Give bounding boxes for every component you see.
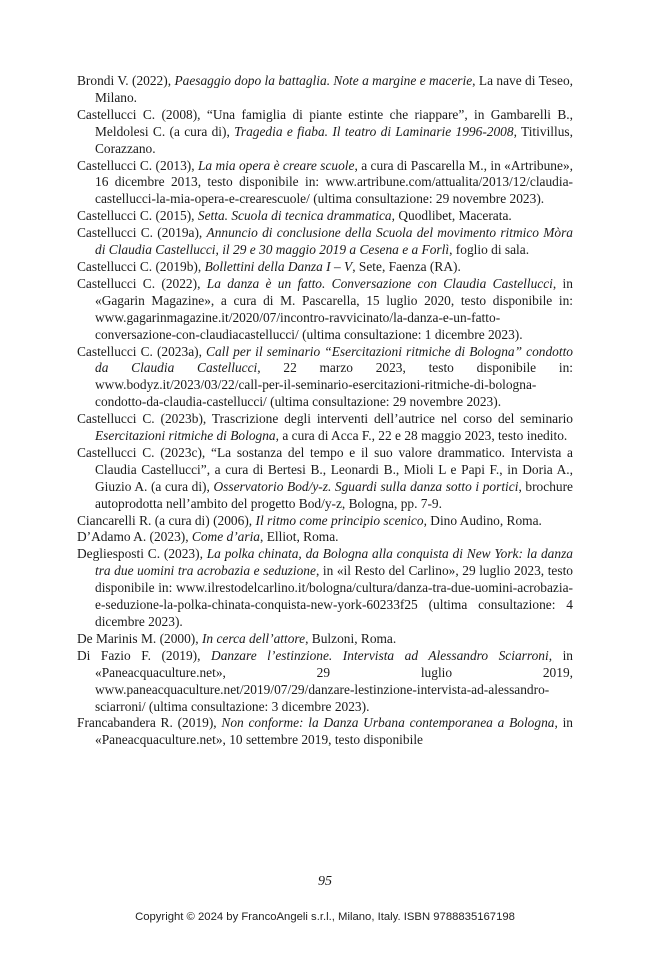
reference-entry (77, 715, 573, 749)
reference-entry (77, 648, 573, 716)
reference-text: , Bulzoni, Roma. (305, 630, 397, 646)
reference-text: Castellucci C. (2022), (77, 275, 207, 291)
reference-text: Ciancarelli R. (a cura di) (2006), (77, 512, 256, 528)
reference-text: , foglio di sala. (449, 242, 530, 258)
reference-title: Bollettini della Danza I – V (204, 258, 353, 274)
reference-title: Come d’aria (191, 529, 260, 545)
reference-entry (77, 208, 573, 225)
reference-text: Francabandera R. (2019), (77, 715, 222, 731)
reference-entry (77, 513, 573, 530)
reference-text: Brondi V. (2022), (77, 73, 175, 88)
reference-entry (77, 631, 573, 648)
reference-text: , in «Paneacquaculture.net», 29 luglio 2019, www.paneacquaculture.net/2019/07/29/danzare-lestinzione-intervista-ad-alessandro-sciarroni/ (ultima consultazione: 3 dicembre 2023). (95, 647, 573, 714)
reference-text: , Sete, Faenza (RA). (352, 258, 461, 274)
reference-entry (77, 546, 573, 631)
reference-text: Degliesposti C. (2023), (77, 546, 207, 562)
reference-text: , in «il Resto del Carlino», 29 luglio 2023, testo disponibile in: www.ilrestodelcarlino.it/bologna/cultura/danza-tra-due-uomini-acrobazia-e-seduzione-la-polka-chinata-conquista-new-york-60233f25 (ultima consultazione: 4 dicembre 2023). (95, 563, 573, 629)
reference-text: , Titivillus, Corazzano. (95, 123, 573, 156)
reference-entry (77, 158, 573, 209)
reference-text: Castellucci C. (2023c), “La sostanza del tempo e il suo valore drammatico. Intervista a Claudia Castellucci”, a cura di Bertesi B., Leonardi B., Mioli L e Papi F., in Doria A., Giuzio A. (a cura di), (77, 444, 573, 494)
bibliography-list (77, 73, 573, 749)
reference-entry (77, 529, 573, 546)
reference-title: La polka chinata, da Bologna alla conquista di New York: la danza tra due uomini tra acrobazia e seduzione (95, 546, 573, 579)
reference-entry (77, 225, 573, 259)
reference-title: La danza è un fatto. Conversazione con Claudia Castellucci (206, 275, 553, 291)
reference-text: Castellucci C. (2023a), (77, 343, 207, 359)
reference-text: , brochure autoprodotta nell’ambito del progetto Bod/y-z, Bologna, pp. 7-9. (95, 478, 573, 511)
reference-title: In cerca dell’attore (201, 630, 306, 646)
reference-entry (77, 344, 573, 412)
reference-title: Non conforme: la Danza Urbana contemporanea a Bologna (221, 715, 555, 731)
reference-text: D’Adamo A. (2023), (77, 529, 192, 545)
reference-text: Castellucci C. (2008), “Una famiglia di piante estinte che riappare”, in Gambarelli B., Meldolesi C. (a cura di), (77, 106, 573, 139)
reference-text: Castellucci C. (2019b), (77, 258, 205, 274)
reference-title: Osservatorio Bod/y-z. Sguardi sulla danza sotto i portici (213, 478, 519, 494)
reference-entry (77, 73, 573, 107)
reference-title: Annuncio di conclusione della Scuola del movimento ritmico Mòra di Claudia Castellucci, il 29 e 30 maggio 2019 a Cesena e a Forlì (95, 225, 574, 258)
reference-text: , Elliot, Roma. (260, 529, 339, 545)
reference-text: Castellucci C. (2019a), (77, 225, 207, 241)
reference-text: Di Fazio F. (2019), (77, 647, 212, 663)
reference-entry (77, 445, 573, 513)
reference-entry (77, 259, 573, 276)
reference-entry (77, 107, 573, 158)
reference-entry (77, 276, 573, 344)
reference-text: Castellucci C. (2013), (77, 157, 198, 173)
reference-text: De Marinis M. (2000), (77, 630, 202, 646)
reference-title: La mia opera è creare scuole (197, 157, 355, 173)
reference-text: , a cura di Acca F., 22 e 28 maggio 2023, testo inedito. (275, 428, 568, 444)
reference-title: Paesaggio dopo la battaglia. Note a margine e macerie (174, 73, 473, 88)
reference-text: , a cura di Pascarella M., in «Artribune», 16 dicembre 2013, testo disponibile in: www.artribune.com/attualita/2013/12/claudia-castellucci-la-mia-opera-e-crearescuole/ (ultima consultazione: 29 novembre 2023). (95, 157, 573, 207)
reference-text: Castellucci C. (2023b), Trascrizione degli interventi dell’autrice nel corso del seminario (77, 411, 573, 427)
reference-title: Danzare l’estinzione. Intervista ad Alessandro Sciarroni (211, 647, 549, 663)
reference-text: , 22 marzo 2023, testo disponibile in: www.bodyz.it/2023/03/22/call-per-il-seminario-esercitazioni-ritmiche-di-bologna-condotto-da-claudia-castellucci/ (ultima consultazione: 29 novembre 2023). (95, 360, 573, 410)
reference-entry (77, 411, 573, 445)
reference-text: , La nave di Teseo, Milano. (95, 73, 573, 105)
reference-text: , in «Gagarin Magazine», a cura di M. Pascarella, 15 luglio 2020, testo disponibile in: www.gagarinmagazine.it/2020/07/incontro-ravvicinato/la-danza-e-un-fatto-conversazione-con-claudiacastellucci/ (ultima consultazione: 1 dicembre 2023). (95, 275, 573, 342)
reference-text: , Dino Audino, Roma. (423, 512, 542, 528)
reference-title: Setta. Scuola di tecnica drammatica (197, 208, 392, 224)
reference-text: , in «Paneacquaculture.net», 10 settembre 2019, testo disponibile (95, 715, 573, 748)
copyright-notice: Copyright © 2024 by FrancoAngeli s.r.l., Milano, Italy. ISBN 9788835167198 (135, 911, 515, 923)
reference-title: Tragedia e fiaba. Il teatro di Laminarie 1996-2008 (234, 123, 514, 139)
page-number: 95 (318, 874, 332, 889)
reference-text: , Quodlibet, Macerata. (391, 208, 512, 224)
reference-text: Castellucci C. (2015), (77, 208, 198, 224)
reference-title: Call per il seminario “Esercitazioni ritmiche di Bologna” condotto da Claudia Castellucci (95, 343, 573, 376)
reference-title: Il ritmo come principio scenico (255, 512, 424, 528)
reference-title: Esercitazioni ritmiche di Bologna (95, 428, 276, 444)
